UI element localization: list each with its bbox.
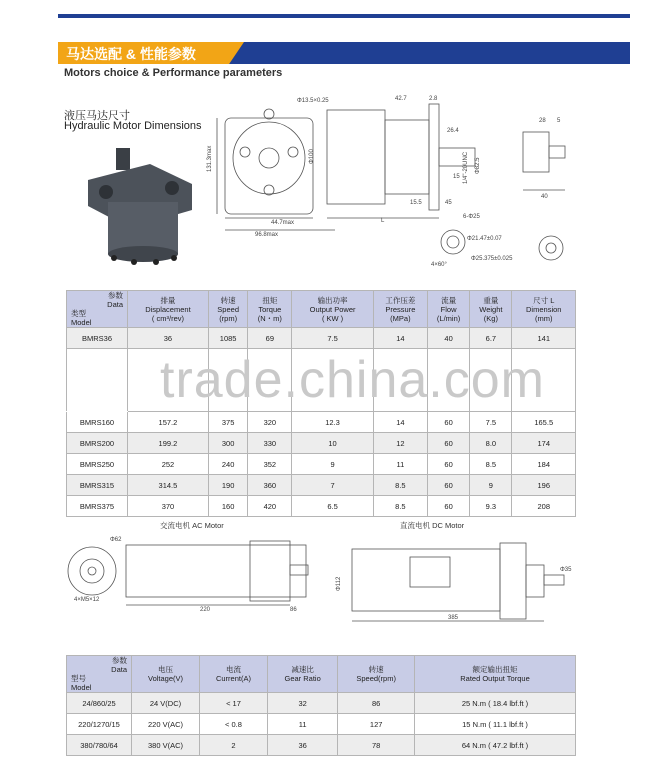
section-subtitle: Motors choice & Performance parameters bbox=[64, 67, 283, 79]
svg-text:40: 40 bbox=[541, 194, 548, 200]
hydraulic-dimension-drawing bbox=[205, 90, 595, 280]
svg-text:Φ13.5×0.25: Φ13.5×0.25 bbox=[297, 98, 329, 104]
motor-shaft bbox=[116, 148, 130, 170]
corner-data-en: Data bbox=[107, 300, 123, 309]
svg-text:Φ82.5: Φ82.5 bbox=[475, 157, 481, 174]
table-row: 24/860/25 24 V(DC) < 17 32 86 25 N.m ( 18.4 lbf.ft ) bbox=[67, 693, 576, 714]
col-header-flow: 流量 Flow (L/min) bbox=[427, 291, 469, 328]
hydraulic-motor-photo bbox=[80, 140, 210, 270]
svg-text:220: 220 bbox=[200, 607, 211, 613]
svg-text:L: L bbox=[381, 218, 385, 224]
top-rule bbox=[58, 14, 630, 18]
col-header-speed: 转速 Speed (rpm) bbox=[208, 291, 248, 328]
col-header-speed: 转速 Speed(rpm) bbox=[338, 656, 415, 693]
svg-text:1/4"-20UNC: 1/4"-20UNC bbox=[463, 151, 469, 184]
svg-text:385: 385 bbox=[448, 615, 459, 621]
svg-text:42.7: 42.7 bbox=[395, 96, 407, 102]
col-header-torque: 扭矩 Torque (N・m) bbox=[248, 291, 292, 328]
svg-text:28: 28 bbox=[539, 118, 546, 124]
col-header-current: 电流 Current(A) bbox=[200, 656, 268, 693]
col-header-dimension: 尺寸 L Dimension (mm) bbox=[512, 291, 576, 328]
ac-motor-drawing bbox=[60, 535, 310, 615]
col-header-displacement: 排量 Displacement ( cm³/rev) bbox=[128, 291, 209, 328]
svg-text:5: 5 bbox=[557, 118, 561, 124]
corner-data-cn: 参数 bbox=[108, 291, 123, 300]
svg-text:15: 15 bbox=[453, 174, 460, 180]
svg-text:2.8: 2.8 bbox=[429, 96, 438, 102]
svg-text:Φ21.47±0.07: Φ21.47±0.07 bbox=[467, 236, 502, 242]
corner-model-cn: 类型 bbox=[71, 309, 86, 318]
svg-text:15.5: 15.5 bbox=[410, 200, 422, 206]
watermark-text: trade.china.com bbox=[160, 351, 545, 409]
svg-text:Φ62: Φ62 bbox=[110, 537, 122, 543]
hydraulic-title-en: Hydraulic Motor Dimensions bbox=[64, 120, 202, 132]
table-row: 380/780/64 380 V(AC) 2 36 78 64 N.m ( 47.2 lbf.ft ) bbox=[67, 735, 576, 756]
svg-text:4×M5×12: 4×M5×12 bbox=[74, 597, 100, 603]
col-header-voltage: 电压 Voltage(V) bbox=[132, 656, 200, 693]
table-row: BMRS200 199.2 300 330 10 12 60 8.0 174 bbox=[67, 433, 576, 454]
svg-text:Φ100: Φ100 bbox=[309, 149, 315, 164]
table-row: BMRS250 252 240 352 9 11 60 8.5 184 bbox=[67, 454, 576, 475]
table-row: BMRS36 36 1085 69 7.5 14 40 6.7 141 bbox=[67, 328, 576, 349]
svg-text:26.4: 26.4 bbox=[447, 128, 459, 134]
col-header-rated-torque: 额定输出扭矩 Rated Output Torque bbox=[415, 656, 576, 693]
col-header-pressure: 工作压差 Pressure (MPa) bbox=[373, 291, 427, 328]
table-row: BMRS160 157.2 375 320 12.3 14 60 7.5 165.5 bbox=[67, 412, 576, 433]
svg-text:4×60°: 4×60° bbox=[431, 262, 447, 268]
table-row: BMRS315 314.5 190 360 7 8.5 60 9 196 bbox=[67, 475, 576, 496]
svg-text:45: 45 bbox=[445, 200, 452, 206]
table-corner-cell bbox=[67, 291, 128, 328]
svg-text:86: 86 bbox=[290, 607, 297, 613]
svg-text:Φ112: Φ112 bbox=[336, 576, 342, 591]
svg-text:Φ25.375±0.025: Φ25.375±0.025 bbox=[471, 256, 513, 262]
ac-motor-caption: 交流电机 AC Motor bbox=[160, 521, 224, 530]
svg-text:Φ35: Φ35 bbox=[560, 567, 572, 573]
electric-motor-table bbox=[66, 655, 576, 756]
svg-text:44.7max: 44.7max bbox=[271, 220, 295, 226]
corner-model-en: Model bbox=[71, 318, 92, 327]
dc-motor-drawing bbox=[330, 535, 600, 625]
hydraulic-title-cn: 液压马达尺寸 bbox=[64, 110, 130, 122]
table-row: BMRS375 370 160 420 6.5 8.5 60 9.3 208 bbox=[67, 496, 576, 517]
svg-text:131.3max: 131.3max bbox=[207, 145, 213, 172]
svg-text:6-Φ25: 6-Φ25 bbox=[463, 214, 480, 220]
svg-text:96.8max: 96.8max bbox=[255, 232, 279, 238]
col-header-power: 输出功率 Output Power ( KW ) bbox=[292, 291, 374, 328]
table-corner-cell: 参数 Data 型号 Model bbox=[67, 656, 132, 693]
col-header-weight: 重量 Weight (Kg) bbox=[470, 291, 512, 328]
section-banner bbox=[58, 42, 630, 64]
col-header-gear-ratio: 减速比 Gear Ratio bbox=[267, 656, 337, 693]
table-row: 220/1270/15 220 V(AC) < 0.8 11 127 15 N.m ( 11.1 lbf.ft ) bbox=[67, 714, 576, 735]
section-title: 马达选配 & 性能参数 bbox=[66, 46, 196, 62]
dc-motor-caption: 直流电机 DC Motor bbox=[400, 521, 465, 530]
